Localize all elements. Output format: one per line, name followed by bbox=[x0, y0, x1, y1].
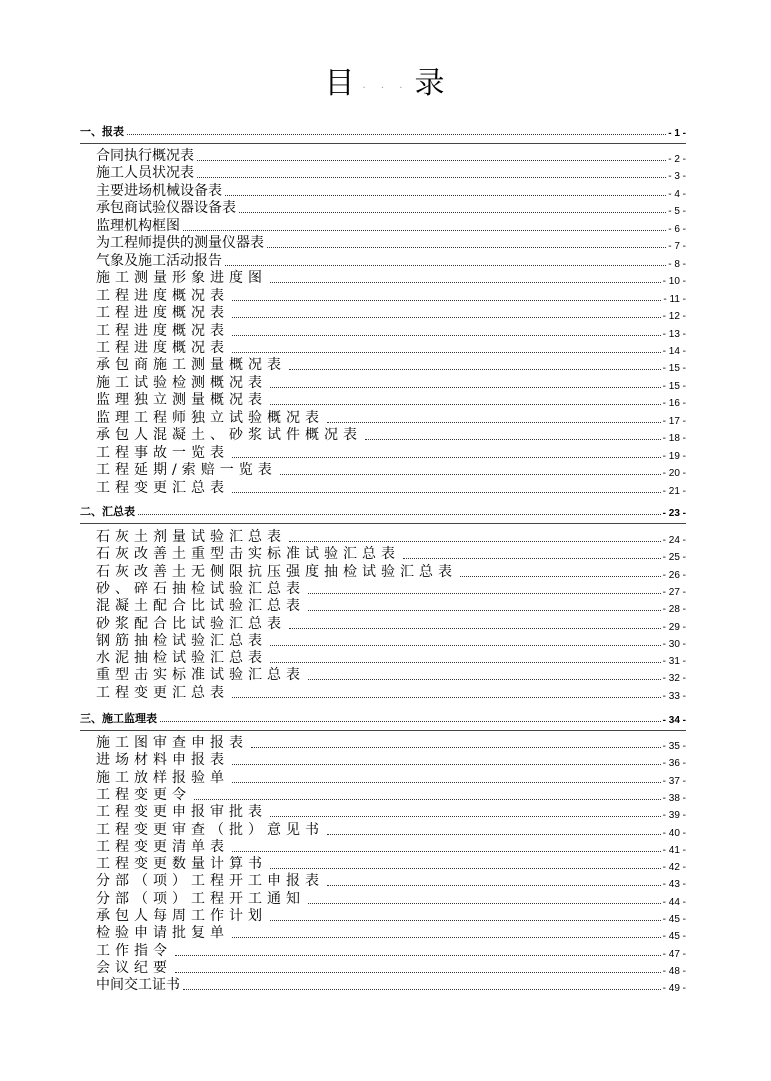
entry-page-number: - 1 - bbox=[668, 128, 686, 139]
dot-leader bbox=[308, 609, 661, 611]
entry-label: 主要进场机械设备表 bbox=[96, 183, 222, 199]
entry-label: 工程变更审查（批）意见书 bbox=[96, 822, 324, 838]
entry-page-number: - 35 - bbox=[662, 741, 686, 752]
entry-label: 工程进度概况表 bbox=[96, 340, 229, 356]
entry-page-number: - 33 - bbox=[662, 691, 686, 702]
entry-label: 工程进度概况表 bbox=[96, 305, 229, 321]
entry-label: 工作指令 bbox=[96, 943, 172, 959]
entry-label: 工程延期/索赔一览表 bbox=[96, 462, 277, 478]
entry-label: 施工测量形象进度图 bbox=[96, 270, 267, 286]
entry-page-number: - 5 - bbox=[668, 206, 686, 217]
dot-leader bbox=[232, 316, 661, 318]
entry-label: 施工放样报验单 bbox=[96, 770, 229, 786]
entry-label: 检验申请批复单 bbox=[96, 925, 229, 941]
entry-page-number: - 6 - bbox=[668, 224, 686, 235]
entry-label: 混凝土配合比试验汇总表 bbox=[96, 598, 305, 614]
entry-label: 承包商试验仪器设备表 bbox=[96, 200, 236, 216]
dot-leader bbox=[232, 491, 661, 493]
title-char-right: 录 bbox=[414, 66, 447, 101]
dot-leader bbox=[270, 386, 661, 388]
dot-leader bbox=[270, 919, 661, 921]
entry-page-number: - 45 - bbox=[662, 931, 686, 942]
entry-page-number: - 49 - bbox=[662, 983, 686, 994]
entry-page-number: - 2 - bbox=[668, 154, 686, 165]
entry-page-number: - 13 - bbox=[662, 329, 686, 340]
title-dots: . . . bbox=[362, 79, 409, 91]
entry-label: 工程变更令 bbox=[96, 787, 191, 803]
dot-leader bbox=[289, 368, 661, 370]
entry-label: 气象及施工活动报告 bbox=[96, 253, 222, 269]
page-title bbox=[0, 58, 771, 102]
dot-leader bbox=[270, 644, 661, 646]
entry-label: 会议纪要 bbox=[96, 960, 172, 976]
entry-page-number: - 19 - bbox=[662, 451, 686, 462]
dot-leader bbox=[232, 299, 661, 301]
entry-page-number: - 23 - bbox=[662, 508, 686, 519]
dot-leader bbox=[138, 513, 661, 515]
dot-leader bbox=[251, 746, 661, 748]
entry-page-number: - 26 - bbox=[662, 570, 686, 581]
dot-leader bbox=[327, 884, 661, 886]
entry-page-number: - 17 - bbox=[662, 416, 686, 427]
entry-label: 石灰改善土无侧限抗压强度抽检试验汇总表 bbox=[96, 564, 457, 580]
toc-section-heading[interactable] bbox=[0, 502, 686, 519]
dot-leader bbox=[183, 229, 666, 231]
entry-label: 中间交工证书 bbox=[96, 977, 180, 993]
entry-page-number: - 7 - bbox=[668, 241, 686, 252]
toc-section-heading[interactable] bbox=[0, 709, 686, 726]
dot-leader bbox=[225, 264, 666, 266]
entry-label: 工程事故一览表 bbox=[96, 445, 229, 461]
dot-leader bbox=[197, 159, 666, 161]
entry-label: 工程变更申报审批表 bbox=[96, 804, 267, 820]
entry-label: 监理机构框图 bbox=[96, 218, 180, 234]
dot-leader bbox=[460, 575, 661, 577]
entry-page-number: - 18 - bbox=[662, 433, 686, 444]
entry-label: 进场材料申报表 bbox=[96, 752, 229, 768]
dot-leader bbox=[289, 627, 661, 629]
entry-label: 分部（项）工程开工通知 bbox=[96, 891, 305, 907]
entry-page-number: - 11 - bbox=[663, 294, 686, 305]
dot-leader bbox=[197, 176, 666, 178]
dot-leader bbox=[239, 211, 666, 213]
entry-page-number: - 3 - bbox=[668, 171, 686, 182]
entry-page-number: - 30 - bbox=[662, 639, 686, 650]
dot-leader bbox=[267, 246, 666, 248]
entry-page-number: - 48 - bbox=[662, 966, 686, 977]
section-divider bbox=[80, 730, 686, 731]
dot-leader bbox=[270, 815, 661, 817]
entry-page-number: - 28 - bbox=[662, 604, 686, 615]
entry-page-number: - 15 - bbox=[662, 381, 686, 392]
dot-leader bbox=[270, 281, 661, 283]
entry-page-number: - 45 - bbox=[662, 914, 686, 925]
dot-leader bbox=[232, 936, 661, 938]
entry-page-number: - 8 - bbox=[668, 259, 686, 270]
dot-leader bbox=[232, 456, 661, 458]
dot-leader bbox=[280, 473, 661, 475]
entry-label: 工程变更清单表 bbox=[96, 839, 229, 855]
entry-label: 一、报表 bbox=[80, 125, 124, 138]
entry-label: 工程变更汇总表 bbox=[96, 480, 229, 496]
entry-page-number: - 14 - bbox=[662, 346, 686, 357]
entry-page-number: - 24 - bbox=[662, 535, 686, 546]
entry-label: 石灰土剂量试验汇总表 bbox=[96, 529, 286, 545]
entry-label: 石灰改善土重型击实标准试验汇总表 bbox=[96, 546, 400, 562]
entry-page-number: - 20 - bbox=[662, 468, 686, 479]
entry-label: 施工试验检测概况表 bbox=[96, 375, 267, 391]
section-divider bbox=[80, 523, 686, 524]
dot-leader bbox=[308, 902, 661, 904]
entry-page-number: - 25 - bbox=[662, 552, 686, 563]
dot-leader bbox=[232, 850, 661, 852]
dot-leader bbox=[365, 438, 661, 440]
toc-entry[interactable] bbox=[0, 480, 686, 497]
dot-leader bbox=[127, 133, 666, 135]
entry-label: 工程变更汇总表 bbox=[96, 685, 229, 701]
entry-page-number: - 36 - bbox=[662, 758, 686, 769]
dot-leader bbox=[225, 194, 666, 196]
entry-page-number: - 15 - bbox=[662, 363, 686, 374]
dot-leader bbox=[183, 988, 661, 990]
entry-label: 监理工程师独立试验概况表 bbox=[96, 410, 324, 426]
entry-label: 监理独立测量概况表 bbox=[96, 392, 267, 408]
dot-leader bbox=[232, 334, 661, 336]
dot-leader bbox=[308, 678, 661, 680]
dot-leader bbox=[327, 833, 661, 835]
section-divider bbox=[80, 143, 686, 144]
dot-leader bbox=[232, 781, 661, 783]
entry-label: 为工程师提供的测量仪器表 bbox=[96, 235, 264, 251]
entry-label: 合同执行概况表 bbox=[96, 148, 194, 164]
entry-label: 三、施工监理表 bbox=[80, 712, 157, 725]
dot-leader bbox=[270, 661, 661, 663]
entry-label: 施工人员状况表 bbox=[96, 165, 194, 181]
title-char-left: 目 bbox=[324, 66, 357, 101]
entry-label: 工程进度概况表 bbox=[96, 288, 229, 304]
entry-page-number: - 34 - bbox=[662, 715, 686, 726]
entry-page-number: - 41 - bbox=[662, 845, 686, 856]
entry-label: 钢筋抽检试验汇总表 bbox=[96, 633, 267, 649]
dot-leader bbox=[270, 403, 661, 405]
dot-leader bbox=[232, 763, 661, 765]
entry-label: 分部（项）工程开工申报表 bbox=[96, 873, 324, 889]
toc-entry[interactable] bbox=[0, 977, 686, 994]
dot-leader bbox=[232, 351, 661, 353]
entry-label: 水泥抽检试验汇总表 bbox=[96, 650, 267, 666]
dot-leader bbox=[270, 867, 661, 869]
entry-page-number: - 44 - bbox=[662, 897, 686, 908]
dot-leader bbox=[403, 557, 661, 559]
entry-page-number: - 40 - bbox=[662, 828, 686, 839]
entry-label: 承包人混凝土、砂浆试件概况表 bbox=[96, 427, 362, 443]
entry-page-number: - 4 - bbox=[668, 189, 686, 200]
entry-label: 承包商施工测量概况表 bbox=[96, 357, 286, 373]
entry-label: 砂、碎石抽检试验汇总表 bbox=[96, 581, 305, 597]
entry-label: 砂浆配合比试验汇总表 bbox=[96, 616, 286, 632]
dot-leader bbox=[232, 696, 661, 698]
entry-label: 二、汇总表 bbox=[80, 505, 135, 518]
entry-page-number: - 21 - bbox=[662, 486, 686, 497]
dot-leader bbox=[194, 798, 661, 800]
entry-page-number: - 32 - bbox=[662, 673, 686, 684]
toc-entry[interactable] bbox=[0, 685, 686, 702]
entry-page-number: - 12 - bbox=[662, 311, 686, 322]
entry-page-number: - 43 - bbox=[662, 879, 686, 890]
entry-page-number: - 27 - bbox=[662, 587, 686, 598]
dot-leader bbox=[160, 720, 661, 722]
entry-label: 承包人每周工作计划 bbox=[96, 908, 267, 924]
entry-page-number: - 38 - bbox=[662, 793, 686, 804]
entry-page-number: - 16 - bbox=[662, 398, 686, 409]
entry-label: 工程进度概况表 bbox=[96, 323, 229, 339]
dot-leader bbox=[175, 954, 661, 956]
entry-page-number: - 10 - bbox=[662, 276, 686, 287]
entry-page-number: - 37 - bbox=[662, 776, 686, 787]
entry-page-number: - 39 - bbox=[662, 810, 686, 821]
entry-page-number: - 42 - bbox=[662, 862, 686, 873]
dot-leader bbox=[327, 421, 661, 423]
entry-label: 重型击实标准试验汇总表 bbox=[96, 667, 305, 683]
dot-leader bbox=[308, 592, 661, 594]
entry-label: 工程变更数量计算书 bbox=[96, 856, 267, 872]
dot-leader bbox=[289, 540, 661, 542]
entry-label: 施工图审查申报表 bbox=[96, 735, 248, 751]
entry-page-number: - 31 - bbox=[662, 656, 686, 667]
entry-page-number: - 47 - bbox=[662, 949, 686, 960]
entry-page-number: - 29 - bbox=[662, 622, 686, 633]
dot-leader bbox=[175, 971, 661, 973]
toc-section-heading[interactable] bbox=[0, 122, 686, 139]
